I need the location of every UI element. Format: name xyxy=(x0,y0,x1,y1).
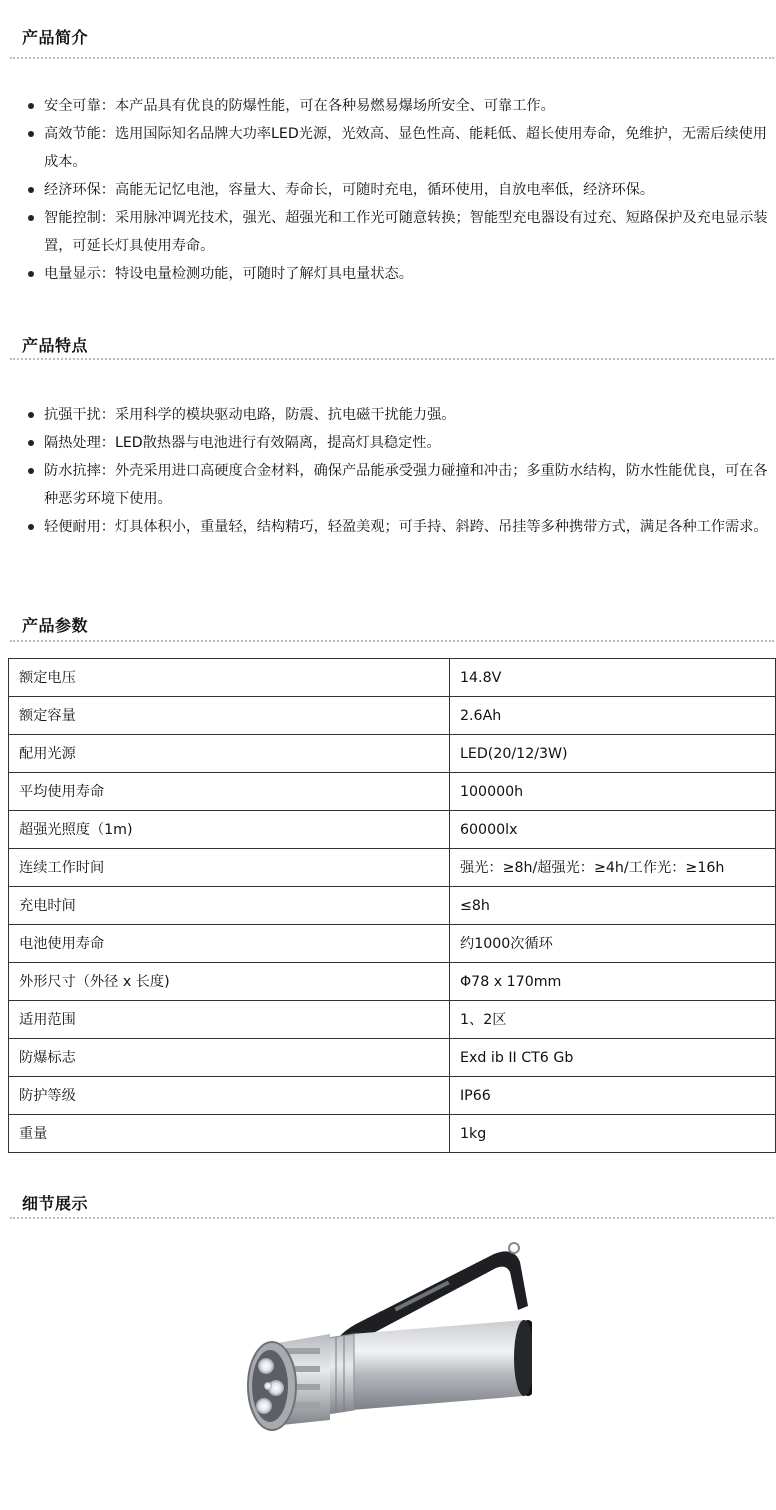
param-value: 1kg xyxy=(450,1115,776,1153)
param-value: ≤8h xyxy=(450,887,776,925)
list-item: 抗强干扰：采用科学的模块驱动电路，防震、抗电磁干扰能力强。 xyxy=(0,401,776,429)
param-value: 1、2区 xyxy=(450,1001,776,1039)
param-value: 强光：≥8h/超强光：≥4h/工作光：≥16h xyxy=(450,849,776,887)
table-row xyxy=(9,811,776,849)
section-divider xyxy=(10,640,774,642)
table-row xyxy=(9,849,776,887)
list-item: 隔热处理：LED散热器与电池进行有效隔离，提高灯具稳定性。 xyxy=(0,429,776,457)
section-title-details: 细节展示 xyxy=(22,1194,89,1213)
param-value: IP66 xyxy=(450,1077,776,1115)
flashlight-illustration xyxy=(232,1238,532,1506)
table-row xyxy=(9,963,776,1001)
table-row xyxy=(9,659,776,697)
section-title-params: 产品参数 xyxy=(22,616,89,635)
product-image xyxy=(232,1238,532,1506)
param-key: 配用光源 xyxy=(9,735,450,773)
param-key: 电池使用寿命 xyxy=(9,925,450,963)
param-key: 额定电压 xyxy=(9,659,450,697)
table-row xyxy=(9,925,776,963)
param-value: 约1000次循环 xyxy=(450,925,776,963)
param-value: LED(20/12/3W) xyxy=(450,735,776,773)
table-row xyxy=(9,773,776,811)
list-item: 防水抗摔：外壳采用进口高硬度合金材料，确保产品能承受强力碰撞和冲击；多重防水结构，防水性能优良，可在各种恶劣环境下使用。 xyxy=(0,457,776,513)
list-item: 电量显示：特设电量检测功能，可随时了解灯具电量状态。 xyxy=(0,260,776,288)
features-list xyxy=(0,401,776,541)
list-item: 安全可靠：本产品具有优良的防爆性能，可在各种易燃易爆场所安全、可靠工作。 xyxy=(0,92,776,120)
table-row xyxy=(9,697,776,735)
section-divider xyxy=(10,57,774,59)
table-row xyxy=(9,1001,776,1039)
param-key: 平均使用寿命 xyxy=(9,773,450,811)
param-key: 超强光照度（1m) xyxy=(9,811,450,849)
param-value: Φ78 x 170mm xyxy=(450,963,776,1001)
param-key: 重量 xyxy=(9,1115,450,1153)
intro-list xyxy=(0,92,776,288)
param-key: 连续工作时间 xyxy=(9,849,450,887)
list-item: 经济环保：高能无记忆电池，容量大、寿命长，可随时充电，循环使用，自放电率低，经济环保。 xyxy=(0,176,776,204)
params-table xyxy=(8,658,776,1153)
param-key: 防爆标志 xyxy=(9,1039,450,1077)
param-value: 60000lx xyxy=(450,811,776,849)
param-value: 14.8V xyxy=(450,659,776,697)
table-row xyxy=(9,1077,776,1115)
list-item: 轻便耐用：灯具体积小，重量轻，结构精巧，轻盈美观；可手持、斜跨、吊挂等多种携带方式，满足各种工作需求。 xyxy=(0,513,776,541)
section-divider xyxy=(10,1217,774,1219)
section-title-intro: 产品简介 xyxy=(22,28,89,47)
table-row xyxy=(9,1115,776,1153)
param-value: Exd ib II CT6 Gb xyxy=(450,1039,776,1077)
list-item: 智能控制：采用脉冲调光技术，强光、超强光和工作光可随意转换；智能型充电器设有过充、短路保护及充电显示装置，可延长灯具使用寿命。 xyxy=(0,204,776,260)
table-row xyxy=(9,887,776,925)
section-title-features: 产品特点 xyxy=(22,336,89,355)
param-key: 外形尺寸（外径 x 长度) xyxy=(9,963,450,1001)
list-item: 高效节能：选用国际知名品牌大功率LED光源，光效高、显色性高、能耗低、超长使用寿命，免维护，无需后续使用成本。 xyxy=(0,120,776,176)
param-key: 适用范围 xyxy=(9,1001,450,1039)
param-key: 充电时间 xyxy=(9,887,450,925)
param-key: 额定容量 xyxy=(9,697,450,735)
param-value: 2.6Ah xyxy=(450,697,776,735)
param-value: 100000h xyxy=(450,773,776,811)
section-divider xyxy=(10,358,774,360)
param-key: 防护等级 xyxy=(9,1077,450,1115)
table-row xyxy=(9,1039,776,1077)
table-row xyxy=(9,735,776,773)
